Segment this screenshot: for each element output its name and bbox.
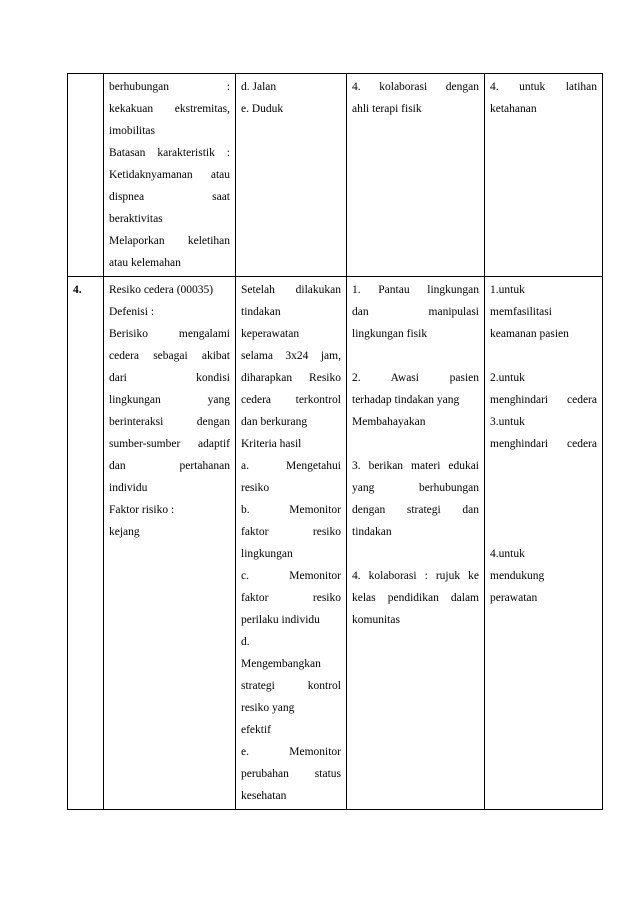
outcome-line: strategi kontrol	[241, 680, 341, 692]
rationale-line: 1.untuk	[490, 284, 525, 296]
intervention-line: tindakan	[352, 526, 392, 538]
spacer	[352, 543, 479, 565]
spacer	[490, 521, 597, 543]
outcome-line: e. Memonitor	[241, 746, 341, 758]
nursing-care-plan-table	[67, 73, 603, 810]
intervention-line: Membahayakan	[352, 416, 426, 428]
diagnosis-line: Berisiko mengalami	[109, 328, 230, 340]
outcome-line: d.	[241, 636, 250, 648]
outcome-line: keperawatan	[241, 328, 300, 340]
interventions-cell	[347, 277, 485, 810]
diagnosis-line: Ketidaknyamanan atau	[109, 169, 230, 181]
diagnosis-line: dan pertahanan	[109, 460, 230, 472]
outcome-line: diharapkan Resiko	[241, 372, 341, 384]
outcome-line: selama 3x24 jam,	[241, 350, 341, 362]
rationale-line: menghindari cedera	[490, 438, 597, 450]
diagnosis-line: kekakuan ekstremitas,	[109, 103, 230, 115]
intervention-line: 1. Pantau lingkungan	[352, 284, 479, 296]
diagnosis-line: sumber-sumber adaptif	[109, 438, 230, 450]
outcome-line: e. Duduk	[241, 103, 284, 115]
diagnosis-line: Resiko cedera (00035)	[109, 284, 214, 296]
outcome-line: b. Memonitor	[241, 504, 341, 516]
outcome-line: resiko yang	[241, 702, 295, 714]
intervention-line: dengan strategi dan	[352, 504, 479, 516]
outcome-line: tindakan	[241, 306, 281, 318]
number-cell	[68, 74, 104, 277]
intervention-line: 3. berikan materi edukai	[352, 460, 479, 472]
rationale-line: menghindari cedera	[490, 394, 597, 406]
outcome-line: perubahan status	[241, 768, 341, 780]
outcomes-cell	[236, 277, 347, 810]
diagnosis-cell	[104, 277, 236, 810]
rationale-line: memfasilitasi	[490, 306, 552, 318]
diagnosis-line: atau kelemahan	[109, 257, 181, 269]
outcomes-cell	[236, 74, 347, 277]
rationale-line: ketahanan	[490, 103, 537, 115]
diagnosis-line: dari kondisi	[109, 372, 230, 384]
spacer	[352, 433, 479, 455]
diagnosis-cell	[104, 74, 236, 277]
intervention-line: 4. kolaborasi dengan	[352, 81, 479, 93]
intervention-line: 4. kolaborasi : rujuk ke	[352, 570, 479, 582]
intervention-line: dan manipulasi	[352, 306, 479, 318]
diagnosis-line: kejang	[109, 526, 140, 538]
spacer	[490, 477, 597, 499]
intervention-line: komunitas	[352, 614, 400, 626]
outcome-line: Mengembangkan	[241, 658, 321, 670]
spacer	[490, 499, 597, 521]
rationale-line: 3.untuk	[490, 416, 525, 428]
diagnosis-line: lingkungan yang	[109, 394, 230, 406]
row-number: 4.	[73, 284, 82, 296]
outcome-line: resiko	[241, 482, 270, 494]
outcome-line: kesehatan	[241, 790, 287, 802]
interventions-cell	[347, 74, 485, 277]
diagnosis-line: Defenisi :	[109, 306, 155, 318]
intervention-line: yang berhubungan	[352, 482, 479, 494]
outcome-line: c. Memonitor	[241, 570, 341, 582]
rationale-line: 4. untuk latihan	[490, 81, 597, 93]
diagnosis-line: Faktor risiko :	[109, 504, 175, 516]
outcome-line: faktor resiko	[241, 526, 341, 538]
intervention-line: 2. Awasi pasien	[352, 372, 479, 384]
table-row	[68, 277, 603, 810]
intervention-line: lingkungan fisik	[352, 328, 428, 340]
outcome-line: faktor resiko	[241, 592, 341, 604]
spacer	[352, 345, 479, 367]
outcome-line: efektif	[241, 724, 272, 736]
table-row	[68, 74, 603, 277]
spacer	[490, 455, 597, 477]
diagnosis-line: beraktivitas	[109, 213, 163, 225]
outcome-line: Kriteria hasil	[241, 438, 302, 450]
outcome-line: lingkungan	[241, 548, 293, 560]
diagnosis-line: berhubungan :	[109, 81, 230, 93]
rationale-line: keamanan pasien	[490, 328, 569, 340]
diagnosis-line: Melaporkan keletihan	[109, 235, 230, 247]
spacer	[490, 345, 597, 367]
intervention-line: kelas pendidikan dalam	[352, 592, 479, 604]
rationale-line: 2.untuk	[490, 372, 525, 384]
diagnosis-line: berinteraksi dengan	[109, 416, 230, 428]
rationale-line: perawatan	[490, 592, 538, 604]
rationale-line: 4.untuk	[490, 548, 525, 560]
diagnosis-line: dispnea saat	[109, 191, 230, 203]
diagnosis-line: cedera sebagai akibat	[109, 350, 230, 362]
rationale-cell	[485, 74, 603, 277]
outcome-line: cedera terkontrol	[241, 394, 341, 406]
outcome-line: perilaku individu	[241, 614, 320, 626]
diagnosis-line: Batasan karakteristik :	[109, 147, 230, 159]
diagnosis-line: imobilitas	[109, 125, 155, 137]
outcome-line: d. Jalan	[241, 81, 277, 93]
outcome-line: Setelah dilakukan	[241, 284, 341, 296]
outcome-line: a. Mengetahui	[241, 460, 341, 472]
rationale-cell	[485, 277, 603, 810]
outcome-line: dan berkurang	[241, 416, 308, 428]
diagnosis-line: individu	[109, 482, 148, 494]
intervention-line: ahli terapi fisik	[352, 103, 422, 115]
intervention-line: terhadap tindakan yang	[352, 394, 460, 406]
rationale-line: mendukung	[490, 570, 545, 582]
number-cell	[68, 277, 104, 810]
